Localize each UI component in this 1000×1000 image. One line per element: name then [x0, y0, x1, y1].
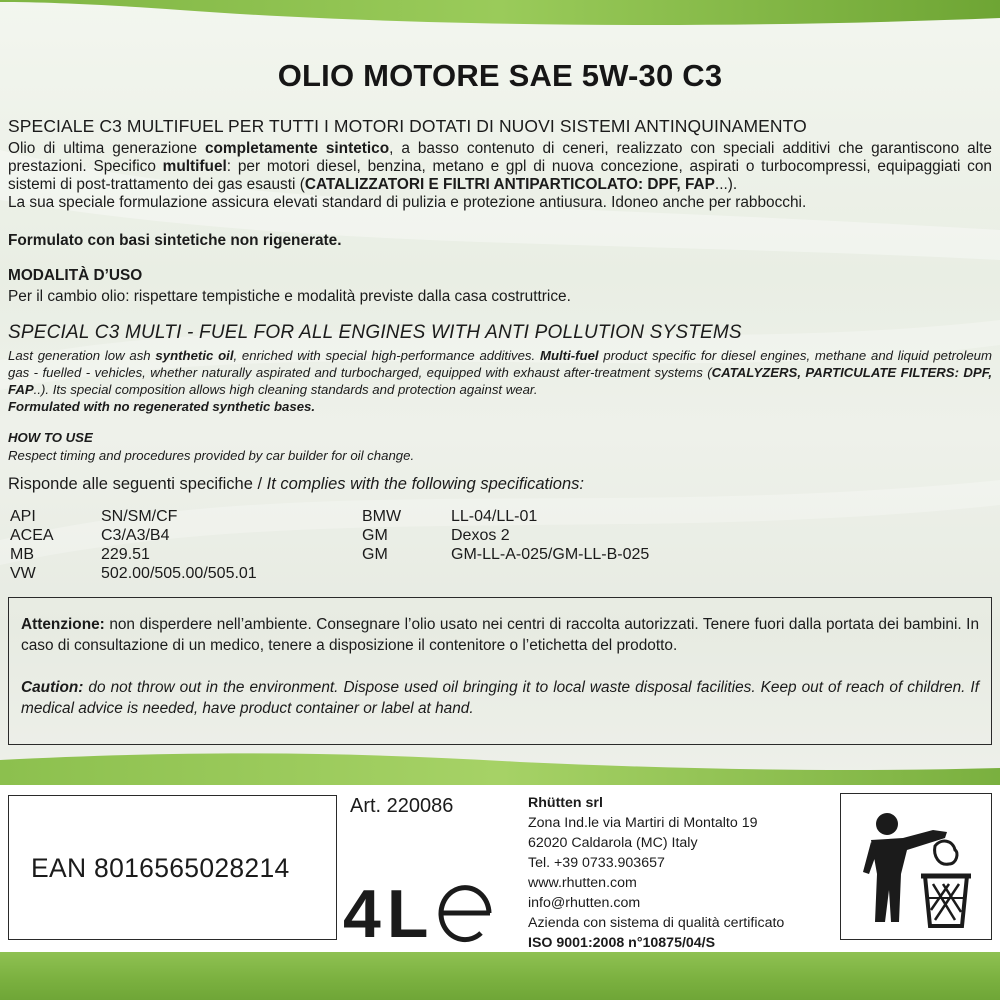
company-web[interactable]: www.rhutten.com: [528, 875, 637, 891]
company-quality: Azienda con sistema di qualità certificato: [528, 915, 785, 931]
italian-heading: SPECIALE C3 MULTIFUEL PER TUTTI I MOTORI DOTATI DI NUOVI SISTEMI ANTINQUINAMENTO: [8, 116, 807, 136]
italian-paragraph-2: La sua speciale formulazione assicura elevati standard di pulizia e protezione antiusura. Idoneo anche per rabbocchi.: [8, 194, 807, 211]
english-formulated: Formulated with no regenerated synthetic bases.: [8, 399, 316, 414]
product-title: OLIO MOTORE SAE 5W-30 C3: [277, 58, 723, 93]
company-phone: Tel. +39 0733.903657: [528, 855, 665, 871]
company-address2: 62020 Caldarola (MC) Italy: [528, 835, 698, 851]
warning-italian: Attenzione: non disperdere nell’ambiente. Consegnare l’olio usato nei centri di raccolta autorizzati. Tenere fuori dalla portata dei bambini. In caso di consultazione di un medico, tenere a disposizione il contenitore o l’etichetta del prodotto.: [21, 616, 979, 654]
ean-box: [8, 795, 337, 940]
company-info: [528, 793, 784, 953]
tidyman-bin-icon: [841, 794, 990, 938]
company-iso: ISO 9001:2008 n°10875/04/S: [528, 935, 716, 951]
ean-code: EAN 8016565028214: [31, 853, 290, 883]
volume-mark: [343, 873, 503, 948]
estimated-e-mark-icon: [441, 888, 490, 940]
spec-row: ACEA C3/A3/B4: [10, 527, 170, 544]
italian-howto-body: Per il cambio olio: rispettare tempistiche e modalità previste dalla casa costruttrice.: [8, 288, 571, 305]
english-howto-body: Respect timing and procedures provided by car builder for oil change.: [8, 448, 415, 463]
spec-row: VW 502.00/505.00/505.01: [10, 565, 257, 582]
bin-box: [840, 793, 992, 940]
bottom-green-band: [0, 952, 1000, 1000]
warning-box: [8, 597, 992, 745]
spec-row: MB 229.51: [10, 546, 150, 563]
italian-paragraph-1: Olio di ultima generazione completamente sintetico, a basso contenuto di ceneri, realizzato con speciali additivi che garantiscono alte prestazioni. Specifico multifuel: per motori diesel, benzina, metano e gpl di nuova concezione, aspirati o turbocompressi, equipaggiati con sistemi di post-trattamento dei gas esausti (CATALIZZATORI E FILTRI ANTIPARTICOLATO: DPF, FAP...).: [8, 140, 992, 193]
article-number: Art. 220086: [350, 795, 454, 817]
company-address1: Zona Ind.le via Martiri di Montalto 19: [528, 815, 758, 831]
warning-english: Caution: do not throw out in the environment. Dispose used oil bringing it to local waste disposal facilities. Keep out of reach of children. If medical advice is needed, have product container or label at hand.: [21, 679, 979, 717]
english-description: Last generation low ash synthetic oil, enriched with special high-performance additives. Multi-fuel product specific for diesel engines, methane and liquid petroleum gas - fuelled - vehicles, whether naturally aspirated and turbocharged, equipped with exhaust after-treatment systems (CATALYZERS, PARTICULATE FILTERS: DPF, FAP..). Its special composition allows high cleaning standards and protection against wear. Formulated with no regenerated synthetic bases.: [8, 348, 992, 414]
volume-text: 4L: [343, 876, 435, 943]
english-howto-heading: HOW TO USE: [8, 430, 93, 445]
english-heading: SPECIAL C3 MULTI - FUEL FOR ALL ENGINES WITH ANTI POLLUTION SYSTEMS: [8, 322, 742, 343]
spec-table-left: [10, 507, 257, 583]
spec-row: GM GM-LL-A-025/GM-LL-B-025: [362, 546, 650, 563]
italian-howto-heading: MODALITÀ D’USO: [8, 267, 143, 284]
italian-description: [8, 140, 992, 212]
specs-intro: Risponde alle seguenti specifiche / It complies with the following specifications:: [8, 475, 584, 493]
spec-row: API SN/SM/CF: [10, 508, 178, 525]
spec-row: GM Dexos 2: [362, 527, 510, 544]
company-name: Rhütten srl: [528, 795, 603, 811]
spec-table-right: [362, 507, 649, 564]
spec-row: BMW LL-04/LL-01: [362, 508, 538, 525]
company-email[interactable]: info@rhutten.com: [528, 895, 641, 911]
italian-formulated: Formulato con basi sintetiche non rigenerate.: [8, 232, 342, 249]
